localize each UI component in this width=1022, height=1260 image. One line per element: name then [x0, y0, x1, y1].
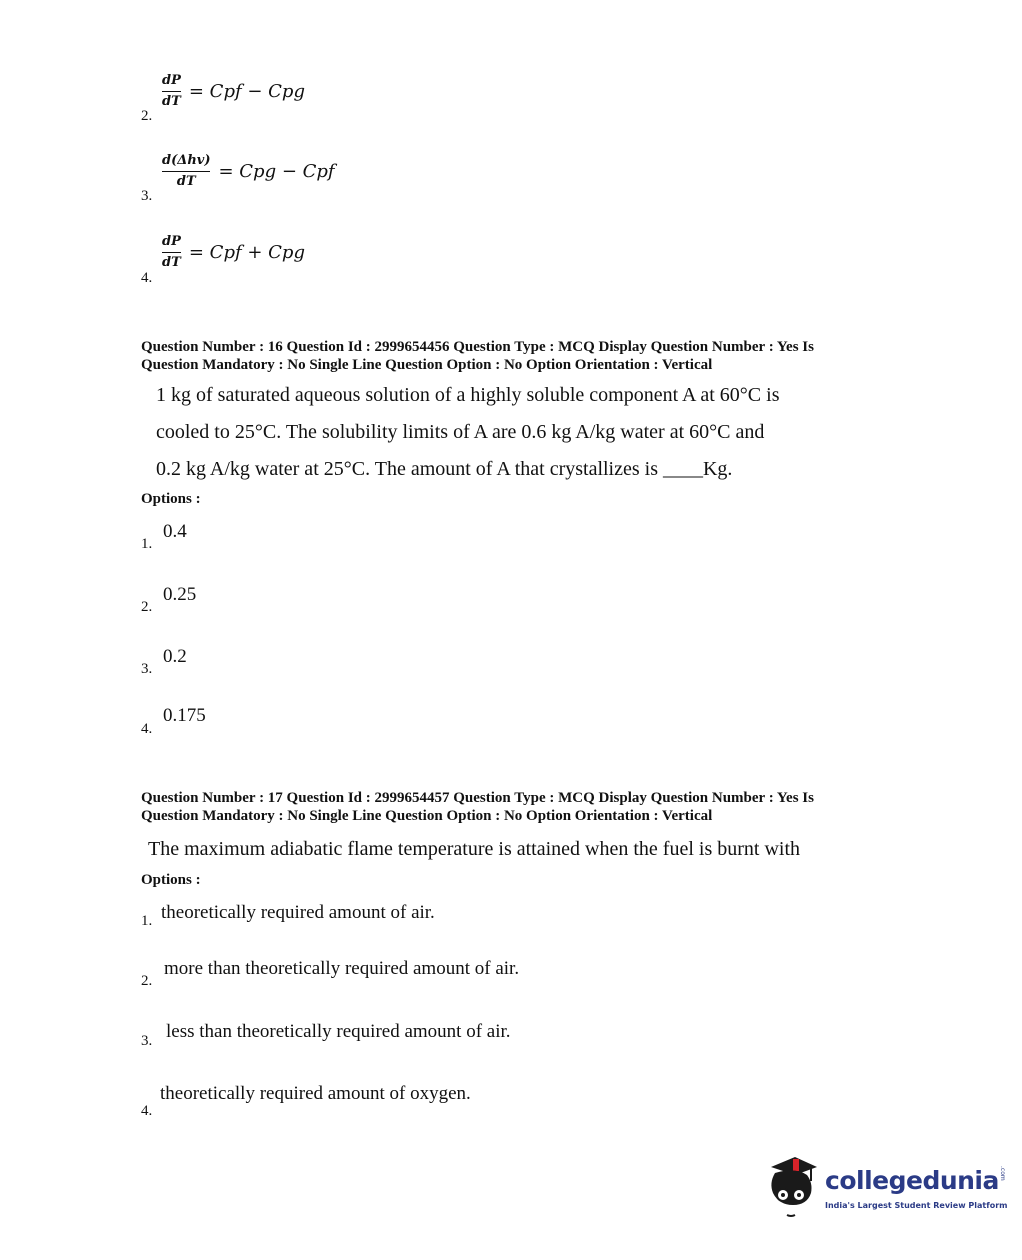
- numerator: dP: [162, 73, 181, 88]
- fraction-bar: [162, 171, 210, 172]
- q16-option-1-text: 0.4: [163, 521, 187, 542]
- prev-option-3-formula: [162, 154, 335, 188]
- q16-meta-line-1: Question Number : 16 Question Id : 2999654456 Question Type : MCQ Display Question Number : Yes Is: [141, 339, 814, 355]
- equation-rhs: = Cpg − Cpf: [218, 160, 335, 182]
- q17-options-label: Options :: [141, 872, 201, 888]
- denominator: dT: [162, 94, 181, 109]
- fraction: [162, 235, 181, 269]
- q16-option-3-number: 3.: [141, 661, 153, 677]
- q17-meta: [141, 789, 881, 825]
- q17-question-text: The maximum adiabatic flame temperature is attained when the fuel is burnt with: [148, 838, 801, 860]
- q17-option-2-number: 2.: [141, 973, 153, 989]
- prev-option-4-number: 4.: [141, 270, 153, 286]
- student-mascot-icon: [765, 1153, 819, 1223]
- q16-question-text: [156, 377, 856, 488]
- logo-title: collegedunia: [825, 1166, 999, 1195]
- q16-meta-line-2: Question Mandatory : No Single Line Question Option : No Option Orientation : Vertical: [141, 357, 713, 373]
- q16-options-label: Options :: [141, 491, 201, 507]
- prev-option-2-number: 2.: [141, 108, 153, 124]
- collegedunia-logo: [765, 1153, 1007, 1223]
- q17-meta-line-2: Question Mandatory : No Single Line Question Option : No Option Orientation : Vertical: [141, 808, 713, 824]
- q16-option-3-text: 0.2: [163, 646, 187, 667]
- q16-option-2-number: 2.: [141, 599, 153, 615]
- numerator: d(Δhv): [162, 153, 211, 168]
- equation-rhs: = Cpf − Cpg: [188, 80, 305, 102]
- q16-text-line-3: 0.2 kg A/kg water at 25°C. The amount of A that crystallizes is ____Kg.: [156, 458, 733, 480]
- q16-text-line-1: 1 kg of saturated aqueous solution of a highly soluble component A at 60°C is: [156, 384, 780, 406]
- q17-option-2-text: more than theoretically required amount of air.: [164, 958, 520, 979]
- q16-text-line-2: cooled to 25°C. The solubility limits of A are 0.6 kg A/kg water at 60°C and: [156, 421, 765, 443]
- q16-option-4-number: 4.: [141, 721, 153, 737]
- q17-option-1-number: 1.: [141, 913, 153, 929]
- q17-option-3-text: less than theoretically required amount of air.: [166, 1021, 511, 1042]
- fraction: [162, 74, 181, 108]
- prev-option-2-formula: [162, 74, 305, 108]
- prev-option-4-formula: [162, 235, 305, 269]
- q16-option-1-number: 1.: [141, 536, 153, 552]
- denominator: dT: [162, 255, 181, 270]
- q17-option-4-text: theoretically required amount of oxygen.: [160, 1083, 471, 1104]
- fraction: [162, 154, 210, 188]
- numerator: dP: [162, 234, 181, 249]
- q16-meta: [141, 338, 881, 374]
- logo-text-block: [825, 1166, 1007, 1210]
- q17-meta-line-1: Question Number : 17 Question Id : 2999654457 Question Type : MCQ Display Question Number : Yes Is: [141, 790, 814, 806]
- equation-rhs: = Cpf + Cpg: [188, 241, 305, 263]
- logo-tagline: India's Largest Student Review Platform: [825, 1201, 1008, 1210]
- logo-com: .com: [998, 1166, 1006, 1181]
- fraction-bar: [162, 252, 181, 253]
- q16-option-2-text: 0.25: [163, 584, 197, 605]
- denominator: dT: [176, 174, 196, 189]
- prev-option-3-number: 3.: [141, 188, 153, 204]
- q16-option-4-text: 0.175: [163, 705, 206, 726]
- q17-option-1-text: theoretically required amount of air.: [161, 902, 435, 923]
- fraction-bar: [162, 91, 181, 92]
- q17-option-3-number: 3.: [141, 1033, 153, 1049]
- q17-option-4-number: 4.: [141, 1103, 153, 1119]
